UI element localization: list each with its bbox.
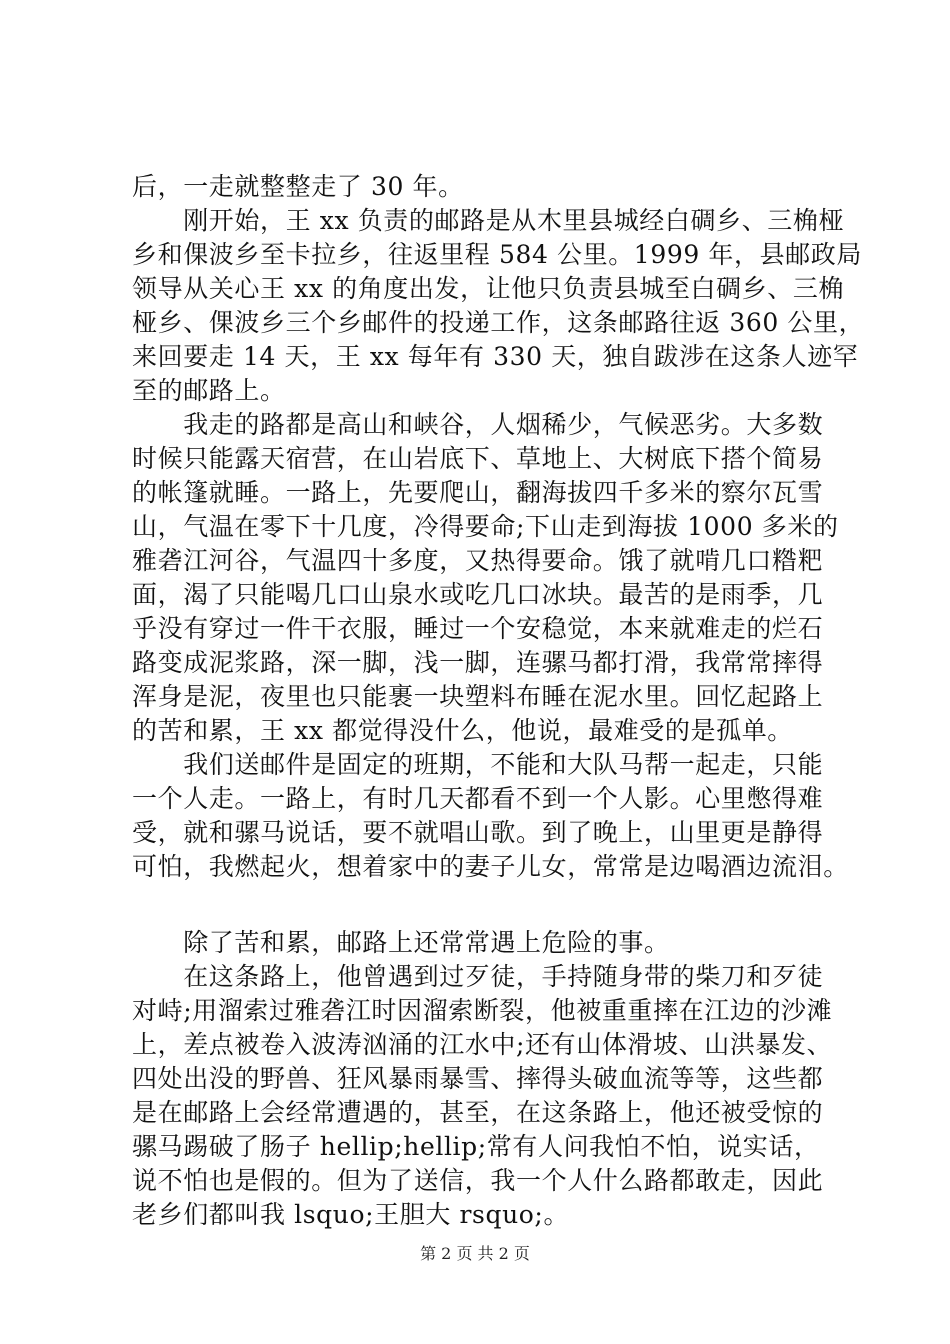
text-line: 来回要走 14 天，王 xx 每年有 330 天，独自跋涉在这条人迹罕: [132, 342, 859, 371]
text-line: 上，差点被卷入波涛汹涌的江水中;还有山体滑坡、山洪暴发、: [132, 1030, 833, 1059]
text-line: 面，渴了只能喝几口山泉水或吃几口冰块。最苦的是雨季，几: [132, 580, 824, 609]
text-line: 乎没有穿过一件干衣服，睡过一个安稳觉，本来就难走的烂石: [132, 614, 824, 643]
text-line: 四处出没的野兽、狂风暴雨暴雪、摔得头破血流等等，这些都: [132, 1064, 824, 1093]
text-line: 说不怕也是假的。但为了送信，我一个人什么路都敢走，因此: [132, 1166, 824, 1195]
text-line: 领导从关心王 xx 的角度出发，让他只负责县城至白碉乡、三桷: [132, 274, 845, 303]
text-line: 乡和倮波乡至卡拉乡，往返里程 584 公里。1999 年，县邮政局: [132, 240, 862, 269]
text-line: 至的邮路上。: [132, 376, 286, 405]
text-line: 一个人走。一路上，有时几天都看不到一个人影。心里憋得难: [132, 784, 824, 813]
text-line: 刚开始，王 xx 负责的邮路是从木里县城经白碉乡、三桷桠: [132, 206, 845, 235]
text-line: 在这条路上，他曾遇到过歹徒，手持随身带的柴刀和歹徒: [132, 962, 824, 991]
text-line: 的苦和累，王 xx 都觉得没什么，他说，最难受的是孤单。: [132, 716, 793, 745]
text-line: 路变成泥浆路，深一脚，浅一脚，连骡马都打滑，我常常摔得: [132, 648, 824, 677]
text-line: 骡马踢破了肠子 hellip;hellip;常有人问我怕不怕，说实话，: [132, 1132, 820, 1161]
text-line: 后，一走就整整走了 30 年。: [132, 172, 464, 201]
paragraph-gap: [132, 884, 832, 926]
text-line: 除了苦和累，邮路上还常常遇上危险的事。: [132, 928, 670, 957]
text-line: 浑身是泥，夜里也只能裹一块塑料布睡在泥水里。回忆起路上: [132, 682, 824, 711]
text-line: 时候只能露天宿营，在山岩底下、草地上、大树底下搭个简易: [132, 444, 824, 473]
text-line: 我们送邮件是固定的班期，不能和大队马帮一起走，只能: [132, 750, 824, 779]
text-line: 我走的路都是高山和峡谷，人烟稀少，气候恶劣。大多数: [132, 410, 824, 439]
document-body: [132, 170, 865, 1232]
text-line: 可怕，我燃起火，想着家中的妻子儿女，常常是边喝酒边流泪。: [132, 852, 849, 881]
text-line: 的帐篷就睡。一路上，先要爬山，翻海拔四千多米的察尔瓦雪: [132, 478, 824, 507]
text-line: 山，气温在零下十几度，冷得要命;下山走到海拔 1000 多米的: [132, 512, 839, 541]
text-line: 老乡们都叫我 lsquo;王胆大 rsquo;。: [132, 1200, 570, 1229]
page-number-footer: 第 2 页 共 2 页: [420, 1244, 530, 1263]
text-line: 是在邮路上会经常遭遇的，甚至，在这条路上，他还被受惊的: [132, 1098, 824, 1127]
text-line: 桠乡、倮波乡三个乡邮件的投递工作，这条邮路往返 360 公里，: [132, 308, 865, 337]
text-line: 受，就和骡马说话，要不就唱山歌。到了晚上，山里更是静得: [132, 818, 824, 847]
text-line: 雅砻江河谷，气温四十多度，又热得要命。饿了就啃几口糌粑: [132, 546, 824, 575]
text-line: 对峙;用溜索过雅砻江时因溜索断裂，他被重重摔在江边的沙滩: [132, 996, 833, 1025]
